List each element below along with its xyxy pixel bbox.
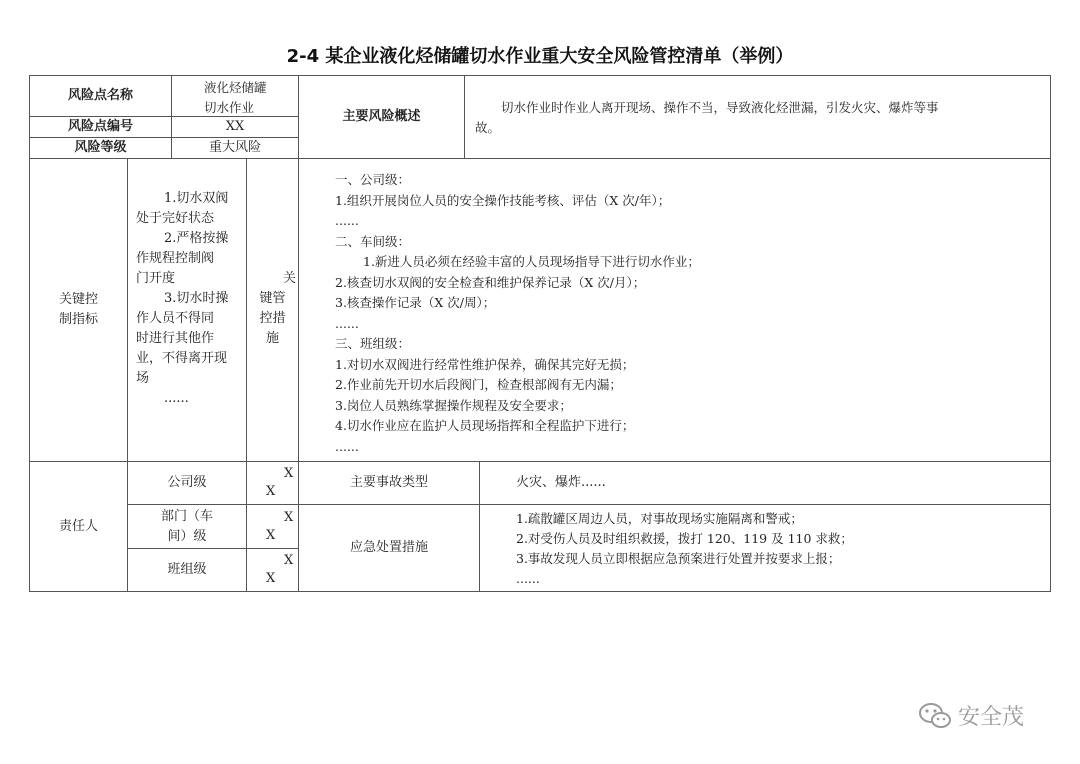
risk-point-name-value bbox=[171, 75, 299, 117]
risk-overview-label: 主要风险概述 bbox=[298, 75, 465, 159]
emergency-line: 1.疏散罐区周边人员，对事故现场实施隔离和警戒； bbox=[516, 511, 803, 526]
watermark bbox=[918, 700, 1024, 731]
emergency-line: 2.对受伤人员及时组织救援，拨打 120、119 及 110 求救； bbox=[516, 531, 853, 546]
measure-line: 2.核查切水双阀的安全检查和维护保养记录（X 次/月）； bbox=[335, 274, 646, 290]
responsible-name-part: X bbox=[284, 466, 294, 481]
indicator-line: ...... bbox=[164, 391, 189, 406]
measure-line: 4.切水作业应在监护人员现场指挥和全程监护下进行； bbox=[335, 418, 635, 433]
wechat-icon bbox=[918, 702, 952, 730]
indicator-label-line: 制指标 bbox=[58, 312, 98, 327]
responsible-name-part: X bbox=[266, 571, 276, 586]
key-control-indicators bbox=[127, 158, 247, 462]
risk-overview-value bbox=[464, 75, 1051, 159]
risk-level-label: 风险等级 bbox=[29, 137, 172, 159]
risk-point-code-label: 风险点编号 bbox=[29, 116, 172, 138]
measure-line: ...... bbox=[335, 213, 359, 228]
responsible-level-department bbox=[127, 504, 247, 549]
indicator-line: 3.切水时操 bbox=[164, 291, 229, 306]
measure-line: 一、公司级： bbox=[335, 172, 411, 187]
indicator-line: 2.严格按操 bbox=[164, 231, 229, 246]
indicator-line: 处于完好状态 bbox=[136, 211, 215, 226]
measure-label-line: 控措 bbox=[259, 311, 286, 326]
measure-label-line: 施 bbox=[265, 331, 279, 346]
risk-point-code-value: XX bbox=[171, 116, 299, 138]
indicator-line: 1.切水双阀 bbox=[164, 191, 229, 206]
accident-type-label: 主要事故类型 bbox=[298, 461, 480, 505]
emergency-measures-label: 应急处置措施 bbox=[298, 504, 480, 592]
responsible-person-company bbox=[246, 461, 299, 505]
measure-line: 3.岗位人员熟练掌握操作规程及安全要求； bbox=[335, 397, 572, 413]
responsible-level-company: 公司级 bbox=[127, 461, 247, 505]
responsible-name-part: X bbox=[284, 553, 294, 568]
responsible-name-part: X bbox=[266, 484, 276, 499]
accident-type-value: 火灾、爆炸...... bbox=[479, 461, 1051, 505]
indicator-line: 业，不得离开现 bbox=[136, 351, 228, 366]
responsibility-label: 责任人 bbox=[29, 461, 128, 592]
responsible-name-part: X bbox=[284, 510, 294, 525]
responsible-name-part: X bbox=[266, 528, 276, 543]
indicator-line: 作规程控制阀 bbox=[136, 251, 215, 266]
indicator-line: 场 bbox=[136, 371, 150, 386]
responsible-person-team bbox=[246, 548, 299, 592]
indicator-line: 门开度 bbox=[136, 271, 176, 286]
measure-line: 1.新进人员必须在经验丰富的人员现场指导下进行切水作业； bbox=[363, 254, 700, 269]
measure-line: 三、班组级： bbox=[335, 336, 411, 351]
responsible-person-department bbox=[246, 504, 299, 549]
risk-point-name-line: 液化烃储罐 bbox=[204, 80, 267, 95]
emergency-line: 3.事故发现人员立即根据应急预案进行处置并按要求上报； bbox=[516, 551, 841, 566]
measure-line: ...... bbox=[335, 438, 359, 454]
risk-point-name-line: 切水作业 bbox=[204, 100, 255, 115]
measure-line: ...... bbox=[335, 315, 359, 331]
risk-level-value: 重大风险 bbox=[171, 137, 299, 159]
measure-line: 1.对切水双阀进行经常性维护保养，确保其完好无损； bbox=[335, 356, 635, 372]
measure-label-line: 关 bbox=[282, 271, 296, 286]
emergency-measures-value bbox=[479, 504, 1051, 592]
emergency-line: ...... bbox=[516, 571, 540, 586]
level-name-line: 间）级 bbox=[167, 528, 207, 544]
key-control-indicator-label bbox=[29, 158, 128, 462]
watermark-text: 安全茂 bbox=[958, 705, 1025, 730]
measure-line: 1.组织开展岗位人员的安全操作技能考核、评估（X 次/年）； bbox=[335, 192, 671, 208]
measure-line: 3.核查操作记录（X 次/周）； bbox=[335, 295, 496, 310]
indicator-line: 时进行其他作 bbox=[136, 331, 215, 346]
risk-point-name-label: 风险点名称 bbox=[29, 75, 172, 117]
risk-overview-line: 切水作业时作业人离开现场、操作不当，导致液化烃泄漏，引发火灾、爆炸等事 bbox=[501, 100, 939, 115]
level-name-line: 部门（车 bbox=[160, 508, 213, 524]
page-title: 2-4 某企业液化烃储罐切水作业重大安全风险管控清单（举例） bbox=[286, 46, 794, 67]
measure-line: 2.作业前先开切水后段阀门，检查根部阀有无内漏； bbox=[335, 377, 622, 392]
indicator-label-line: 关键控 bbox=[58, 292, 98, 307]
measure-label-line: 键管 bbox=[259, 291, 286, 306]
key-control-measure-label bbox=[246, 158, 299, 462]
risk-overview-line: 故。 bbox=[475, 120, 501, 135]
responsible-level-team: 班组级 bbox=[127, 548, 247, 592]
key-control-measures bbox=[298, 158, 1051, 462]
indicator-line: 作人员不得同 bbox=[136, 311, 215, 326]
measure-line: 二、车间级： bbox=[335, 233, 411, 249]
